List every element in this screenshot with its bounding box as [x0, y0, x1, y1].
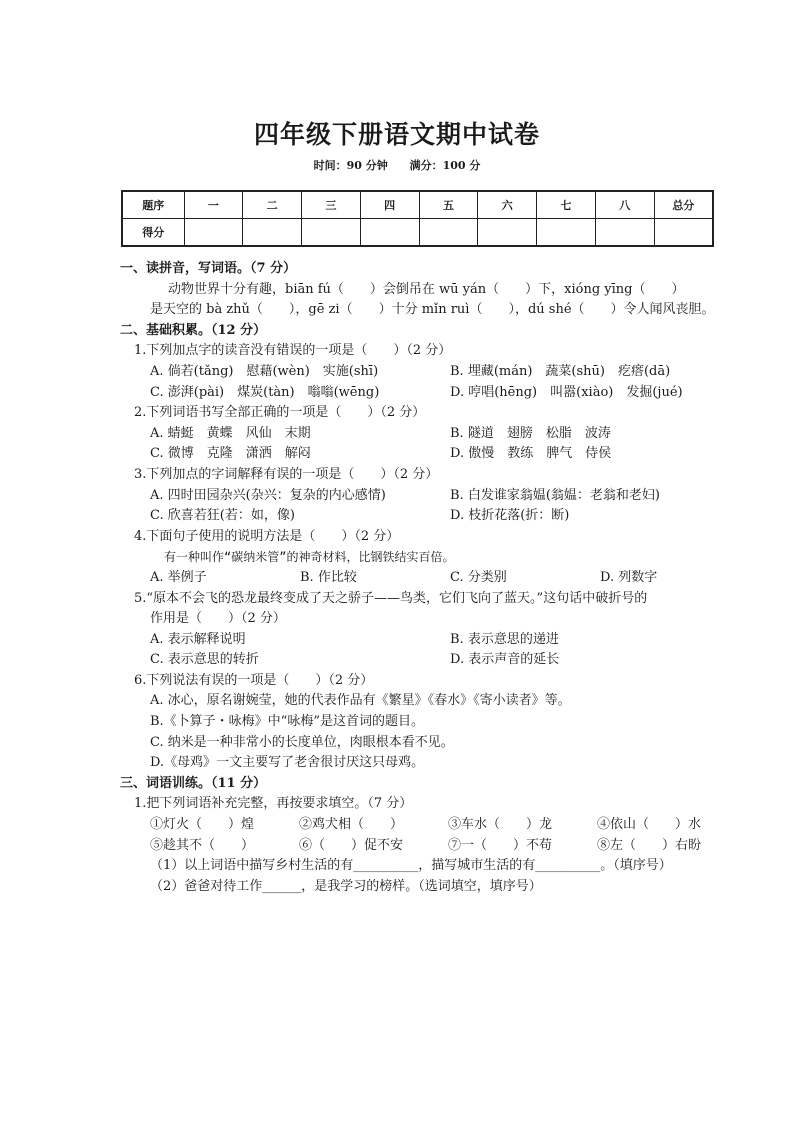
score-cell[interactable]: [360, 219, 419, 247]
idiom-item: ⑥（ ）促不安: [299, 837, 404, 853]
option-a: A. 倘若(tǎng) 慰藉(wèn) 实施(shī): [150, 363, 379, 379]
score-table-col: 七: [537, 191, 596, 219]
score-cell[interactable]: [537, 219, 596, 247]
score-cell[interactable]: [478, 219, 537, 247]
pinyin-line: 是天空的 bà zhǔ（ ），gē zi（ ）十分 mǐn ruì（ ），dú shé（ ）令人闻风丧胆。: [150, 302, 715, 318]
idiom-item: ⑧左（ ）右盼: [597, 837, 702, 853]
score-table-col: 二: [243, 191, 302, 219]
question-stem-cont: 作用是（ ）（2 分）: [150, 611, 286, 627]
option-d: D. 枝折花落(折：断): [450, 508, 570, 524]
score-cell[interactable]: [302, 219, 361, 247]
option-d: D. 傲慢 教练 脾气 侍侯: [450, 446, 612, 462]
exam-time: 时间：90 分钟: [313, 159, 388, 172]
option-a: A. 蜻蜓 黄蝶 风仙 末期: [150, 425, 311, 441]
option-row: [120, 362, 730, 383]
option-b: B. 白发谁家翁媪(翁媪：老翁和老妇): [450, 487, 660, 503]
option-c: C. 纳米是一种非常小的长度单位，肉眼根本看不见。: [150, 734, 454, 750]
option-c: C. 表示意思的转折: [150, 652, 259, 668]
option-a: A. 举例子: [150, 569, 207, 585]
section-heading: 三、词语训练。（11 分）: [120, 775, 267, 791]
idiom-row: [120, 836, 730, 857]
question-stem: 1.把下列词语补充完整，再按要求填空。（7 分）: [134, 796, 413, 812]
option-row: [120, 486, 730, 507]
score-table-col: 总分: [654, 191, 713, 219]
option-d: D. 哼唱(hēng) 叫嚣(xiào) 发掘(jué): [450, 384, 683, 400]
option-d: D. 表示声音的延长: [450, 652, 560, 668]
option-row: [120, 424, 730, 445]
section-heading: 一、读拼音，写词语。（7 分）: [120, 261, 297, 276]
option-c: C. 澎湃(pài) 煤炭(tàn) 嗡嗡(wēng): [150, 384, 380, 400]
idiom-item: ④依山（ ）水: [597, 817, 702, 833]
score-cell[interactable]: [595, 219, 654, 247]
score-table-label: 题序: [122, 191, 184, 219]
option-a: A. 表示解释说明: [150, 631, 246, 647]
section-heading: 二、基础积累。（12 分）: [120, 322, 267, 338]
sub-question: （2）爸爸对待工作______，是我学习的榜样。（选词填空，填序号）: [150, 878, 542, 894]
question-stem: 1.下列加点字的读音没有错误的一项是（ ）（2 分）: [134, 343, 452, 359]
option-row: [120, 444, 730, 465]
score-table-col: 四: [360, 191, 419, 219]
quoted-sentence: 有一种叫作“碳纳米管”的神奇材料，比钢铁结实百倍。: [164, 550, 455, 565]
option-a: A. 四时田园杂兴(杂兴：复杂的内心感情): [150, 487, 386, 503]
exam-full-score: 满分：100 分: [409, 159, 481, 172]
option-a: A. 冰心，原名谢婉莹，她的代表作品有《繁星》《春水》《寄小读者》等。: [150, 693, 571, 709]
pinyin-line: 动物世界十分有趣，biān fú（ ）会倒吊在 wū yán（ ）下，xióng yīng（ ）: [168, 281, 685, 297]
option-c: C. 欣喜若狂(若：如，像): [150, 508, 295, 524]
sub-question: （1）以上词语中描写乡村生活的有__________，描写城市生活的有__________。（填序号）: [150, 858, 672, 874]
option-row: [120, 630, 730, 651]
score-cell[interactable]: [243, 219, 302, 247]
exam-title: 四年级下册语文期中试卷: [253, 120, 540, 149]
score-table-col: 五: [419, 191, 478, 219]
score-cell[interactable]: [654, 219, 713, 247]
question-stem: 2.下列词语书写全部正确的一项是（ ）（2 分）: [134, 405, 426, 421]
option-b: B.《卜算子・咏梅》中“咏梅”是这首词的题目。: [150, 714, 424, 730]
score-table-score-row: [122, 219, 713, 247]
score-table-col: 八: [595, 191, 654, 219]
option-b: B. 作比较: [300, 569, 357, 585]
score-table-header-row: [122, 191, 713, 219]
idiom-item: ⑦一（ ）不苟: [448, 837, 553, 853]
score-table-label: 得分: [122, 219, 184, 247]
idiom-item: ⑤趁其不（ ）: [150, 837, 255, 853]
idiom-item: ②鸡犬相（ ）: [299, 817, 404, 833]
option-c: C. 分类别: [450, 569, 507, 585]
idiom-row: [120, 815, 730, 836]
option-d: D. 列数字: [600, 569, 658, 585]
option-row: [120, 383, 730, 404]
option-b: B. 表示意思的递进: [450, 631, 559, 647]
option-c: C. 微博 克隆 潇洒 解闷: [150, 446, 311, 462]
question-stem: 4.下面句子使用的说明方法是（ ）（2 分）: [134, 528, 400, 544]
option-d: D.《母鸡》一文主要写了老舍很讨厌这只母鸡。: [150, 755, 425, 771]
question-stem: 5.“原本不会飞的恐龙最终变成了天之骄子——鸟类，它们飞向了蓝天。”这句话中破折号的: [134, 590, 648, 606]
option-row: [120, 568, 730, 589]
score-table-col: 一: [184, 191, 243, 219]
option-b: B. 隧道 翅膀 松脂 波涛: [450, 425, 611, 441]
score-table-col: 六: [478, 191, 537, 219]
option-row: [120, 650, 730, 671]
question-stem: 3.下列加点的字词解释有误的一项是（ ）（2 分）: [134, 466, 439, 482]
idiom-item: ①灯火（ ）煌: [150, 817, 255, 833]
option-b: B. 埋藏(mán) 蔬菜(shū) 疙瘩(dā): [450, 363, 671, 379]
score-cell[interactable]: [419, 219, 478, 247]
exam-subtitle: [0, 157, 794, 173]
exam-content: [120, 259, 730, 897]
question-stem: 6.下列说法有误的一项是（ ）（2 分）: [134, 672, 374, 688]
idiom-item: ③车水（ ）龙: [448, 817, 553, 833]
option-row: [120, 506, 730, 527]
score-table-col: 三: [302, 191, 361, 219]
score-table: [121, 190, 714, 247]
score-cell[interactable]: [184, 219, 243, 247]
